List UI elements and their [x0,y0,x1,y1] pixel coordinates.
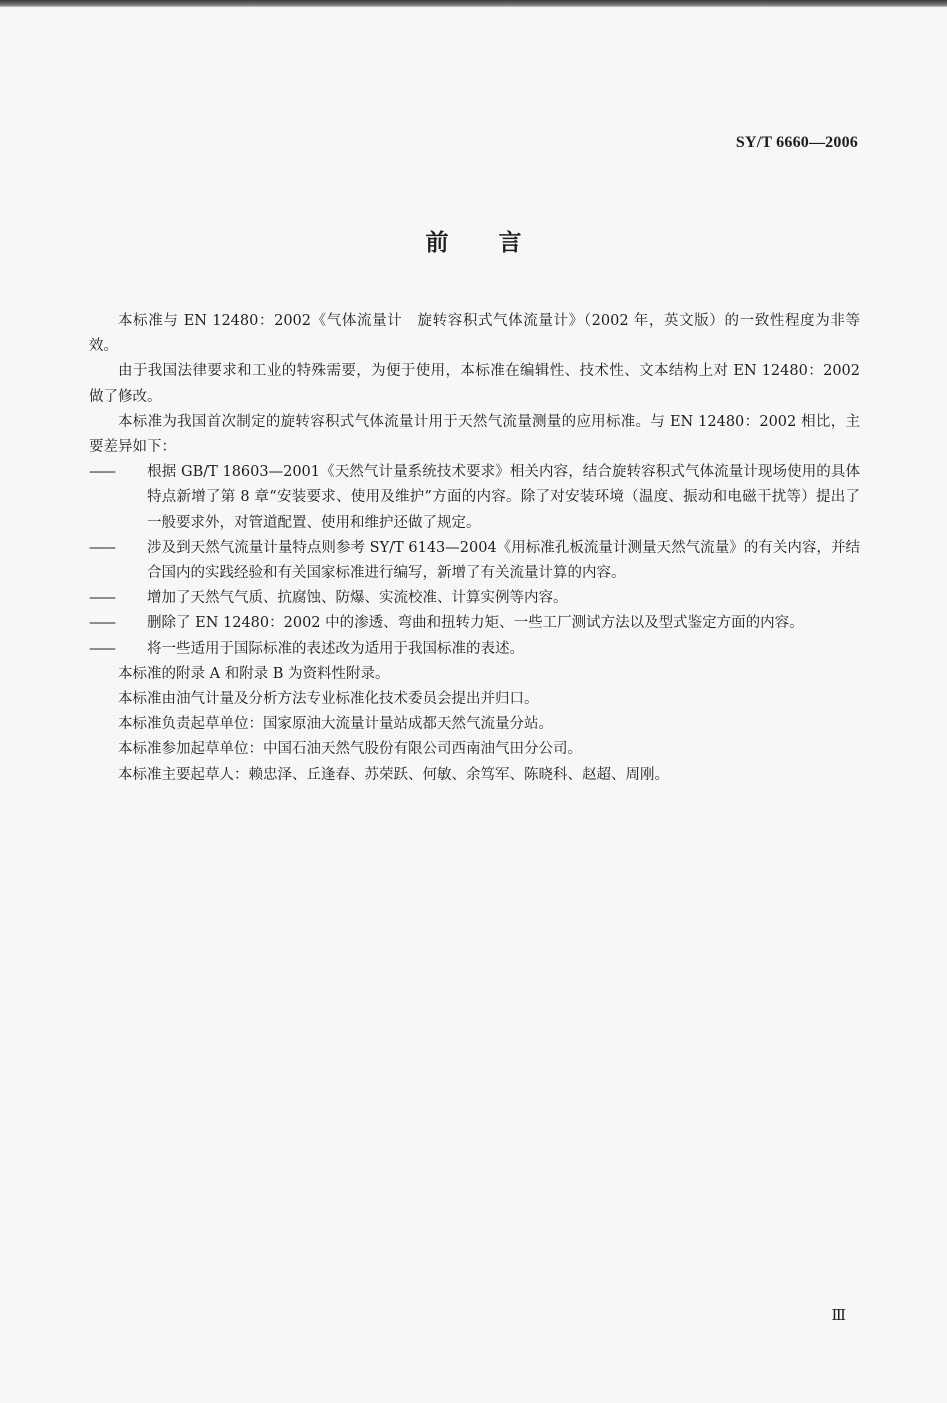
foreword-body [89,309,860,788]
difference-text: 将一些适用于国际标准的表述改为适用于我国标准的表述。 [147,640,524,657]
scan-edge [0,0,947,7]
difference-item [89,460,860,536]
difference-text: 涉及到天然气流量计量特点则参考 SY/T 6143—2004《用标准孔板流量计测量天然气流量》的有关内容，并结合国内的实践经验和有关国家标准进行编写，新增了有关流量计算的内容。 [147,539,860,582]
dash-mark: —— [89,539,114,556]
paragraph: 本标准与 EN 12480：2002《气体流量计 旋转容积式气体流量计》（2002 年，英文版）的一致性程度为非等效。 [89,313,860,355]
difference-text: 增加了天然气气质、抗腐蚀、防爆、实流校准、计算实例等内容。 [147,590,568,607]
paragraph: 本标准的附录 A 和附录 B 为资料性附录。 [118,665,390,682]
difference-text: 根据 GB/T 18603—2001《天然气计量系统技术要求》相关内容，结合旋转容积式气体流量计现场使用的具体特点新增了第 8 章“安装要求、使用及维护”方面的内容。除了对安装环境（温度、振动和电磁干扰等）提出了一般要求外，对管道配置、使用和维护还做了规定。 [147,464,860,531]
page-title: 前言 [425,230,572,256]
dash-mark: —— [89,615,114,632]
dash-mark: —— [89,464,114,481]
paragraph: 本标准为我国首次制定的旋转容积式气体流量计用于天然气流量测量的应用标准。与 EN 12480：2002 相比，主要差异如下： [89,413,860,456]
paragraph: 本标准主要起草人：赖忠泽、丘逢春、苏荣跃、何敏、余笃军、陈晓科、赵超、周刚。 [118,766,669,783]
document-code: SY/T 6660—2006 [735,134,858,151]
difference-item [89,536,860,586]
paragraph: 本标准参加起草单位：中国石油天然气股份有限公司西南油气田分公司。 [118,741,582,758]
paragraph: 本标准由油气计量及分析方法专业标准化技术委员会提出并归口。 [118,691,539,708]
difference-item [89,586,860,611]
paragraph: 由于我国法律要求和工业的特殊需要，为便于使用，本标准在编辑性、技术性、文本结构上对 EN 12480：2002 做了修改。 [89,363,860,405]
difference-text: 删除了 EN 12480：2002 中的渗透、弯曲和扭转力矩、一些工厂测试方法以及型式鉴定方面的内容。 [147,615,804,632]
paragraph: 本标准负责起草单位：国家原油大流量计量站成都天然气流量分站。 [118,716,553,733]
difference-item [89,611,860,636]
page-number: Ⅲ [831,1308,846,1324]
difference-item [89,637,860,662]
dash-mark: —— [89,590,114,607]
dash-mark: —— [89,640,114,657]
